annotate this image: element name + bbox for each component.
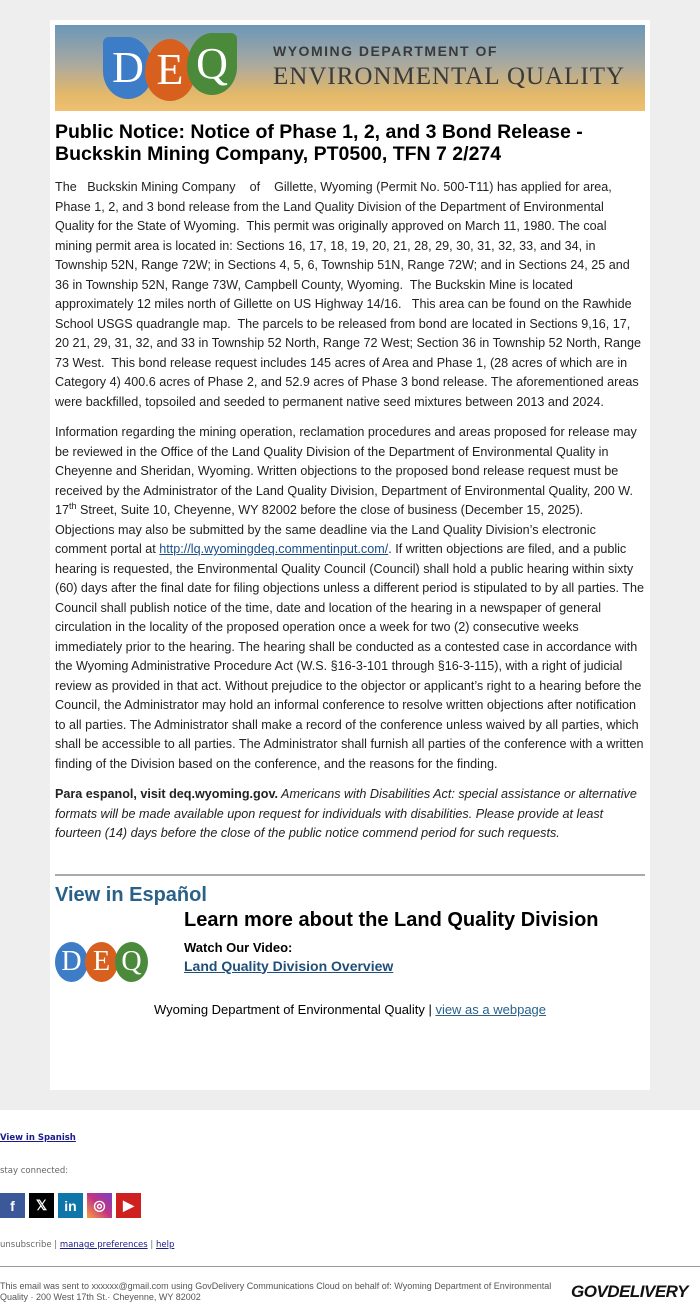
email-card bbox=[50, 20, 650, 1090]
x-icon[interactable]: 𝕏 bbox=[29, 1193, 54, 1218]
footer-sep: | bbox=[428, 1001, 436, 1017]
footer-links bbox=[0, 1240, 174, 1250]
paragraph-1: The Buckskin Mining Company of Gillette, Wyoming (Permit No. 500-T11) has applied for area, Phase 1, 2, and 3 bond release from the Land Quality Division of the Department of Environmental Quality for the State of Wyoming. This permit was originally approved on March 11, 1980. The coal mining permit area is located in: Sections 16, 17, 18, 19, 20, 21, 28, 29, 30, 31, 32, 33, and 34, in Township 52N, Range 72W; in Sections 4, 5, 6, Township 51N, Range 72W; and in Sections 24, 25 and 36 in Township 52N, Range 73W, Campbell County, Wyoming. The Buckskin Mine is located approximately 12 miles north of Gillette on US Highway 14/16. This area can be found on the Rawhide School USGS quadrangle map. The parcels to be released from bond are located in Sections 9,16, 17, 20 21, 29, 31, 32, and 33 in Township 52 North, Range 72 West; Section 36 in Township 52 North, Range 73 West. This bond release request includes 145 acres of Area and Phase 1, (28 acres of which are in Category 4) 400.6 acres of Phase 2, and 52.9 acres of Phase 3 bond release. The aforementioned areas were backfilled, topsoiled and seeded to permanent native seed mixtures between 2013 and 2024. bbox=[55, 180, 645, 409]
footer-line bbox=[55, 1002, 645, 1017]
unsubscribe-link[interactable]: unsubscribe bbox=[0, 1240, 52, 1250]
view-in-espanol-link[interactable]: View in Español bbox=[55, 883, 207, 906]
paragraph-2 bbox=[55, 423, 645, 774]
deq-logo-d: D bbox=[103, 37, 153, 99]
espanol-note: Para espanol, visit deq.wyoming.gov. bbox=[55, 787, 279, 801]
p2-a: Information regarding the mining operation, reclamation procedures and areas proposed for release may be reviewed in the Office of the Land Quality Division of the Department of Environmental Quality in Cheyenne and Sheridan, Wyoming. Written objections to the proposed bond release request must be received by the Administrator of the Land Quality Division, Department of Environmental Quality, 200 W. 17 bbox=[55, 425, 637, 517]
banner-line1: WYOMING DEPARTMENT OF bbox=[273, 43, 498, 59]
small-logo-d: D bbox=[55, 942, 88, 982]
sent-notice: This email was sent to xxxxxx@gmail.com using GovDelivery Communications Cloud on behalf of: Wyoming Department of Environmental Quality · 200 West 17th St.· Cheyenne, WY 82002 bbox=[0, 1281, 552, 1302]
linkedin-icon[interactable]: in bbox=[58, 1193, 83, 1218]
manage-preferences-link[interactable]: manage preferences bbox=[59, 1240, 148, 1250]
view-webpage-link[interactable]: view as a webpage bbox=[435, 1001, 547, 1017]
divider bbox=[55, 874, 645, 876]
watch-label: Watch Our Video: bbox=[184, 939, 293, 955]
deq-logo-q: Q bbox=[187, 33, 237, 95]
notice-title: Public Notice: Notice of Phase 1, 2, and 3 Bond Release - Buckskin Mining Company, PT0500, TFN 7 2/274 bbox=[55, 121, 583, 165]
footer-divider bbox=[0, 1266, 700, 1267]
lq-section bbox=[55, 907, 645, 997]
sep: | bbox=[51, 1240, 60, 1250]
video-link[interactable]: Land Quality Division Overview bbox=[184, 957, 394, 974]
p2-c: . If written objections are filed, and a public hearing is requested, the Environmental Quality Council (Council) shall hold a public hearing within sixty (60) days after the final date for filing objections unless a different period is stipulated to by all parties. The Council shall publish notice of the time, date and location of the hearing in a newspaper of general circulation in the locality of the proposed operation once a week for two (2) consecutive weeks immediately prior to the hearing. The hearing shall be conducted as a contested case in accordance with the Wyoming Administrative Procedure Act (W.S. §16-3-101 through §16-3-115), with a right of judicial review as provided in that act. Without prejudice to the objector or applicant’s right to a hearing before the Council, the Administrator may hold an informal conference to resolve written objections after notification to all parties. The Administrator shall make a record of the conference unless waived by all parties, which shall be accessible to all parties. The Administrator shall furnish all parties of the conference with a written finding of the Division based on the conference, and the reasons for the finding. bbox=[55, 542, 644, 771]
stay-connected: stay connected: bbox=[0, 1166, 69, 1176]
deq-logo-e: E bbox=[145, 39, 195, 101]
comment-portal-link[interactable]: http://lq.wyomingdeq.commentinput.com/ bbox=[159, 542, 389, 556]
p2-sup: th bbox=[69, 500, 77, 511]
paragraph-3 bbox=[55, 785, 645, 844]
p2-b: Street, Suite 10, Cheyenne, WY 82002 before the close of business (December 15, 2025). Objections may also be submitted by the same deadline via the Land Quality Division’s electronic comment portal at bbox=[55, 503, 596, 556]
sep: | bbox=[147, 1240, 156, 1250]
instagram-icon[interactable]: ◎ bbox=[87, 1193, 112, 1218]
social-icons bbox=[0, 1193, 141, 1218]
banner-line2: ENVIRONMENTAL QUALITY bbox=[273, 63, 626, 90]
deq-banner bbox=[55, 25, 645, 111]
lq-heading: Learn more about the Land Quality Division bbox=[184, 908, 599, 931]
small-logo-q: Q bbox=[115, 942, 148, 982]
ada-note: Americans with Disabilities Act: special assistance or alternative formats will be made available upon request for individuals with disabilities. Please provide at least fourteen (14) days before the close of the public notice commend period for such requests. bbox=[55, 787, 637, 840]
facebook-icon[interactable]: f bbox=[0, 1193, 25, 1218]
view-in-spanish-link[interactable]: View in Spanish bbox=[0, 1133, 76, 1143]
govdelivery-logo: GOVDELIVERY bbox=[571, 1282, 688, 1301]
small-logo-e: E bbox=[85, 942, 118, 982]
youtube-icon[interactable]: ▶ bbox=[116, 1193, 141, 1218]
help-link[interactable]: help bbox=[155, 1240, 175, 1250]
footer-org: Wyoming Department of Environmental Quality bbox=[153, 1001, 429, 1017]
